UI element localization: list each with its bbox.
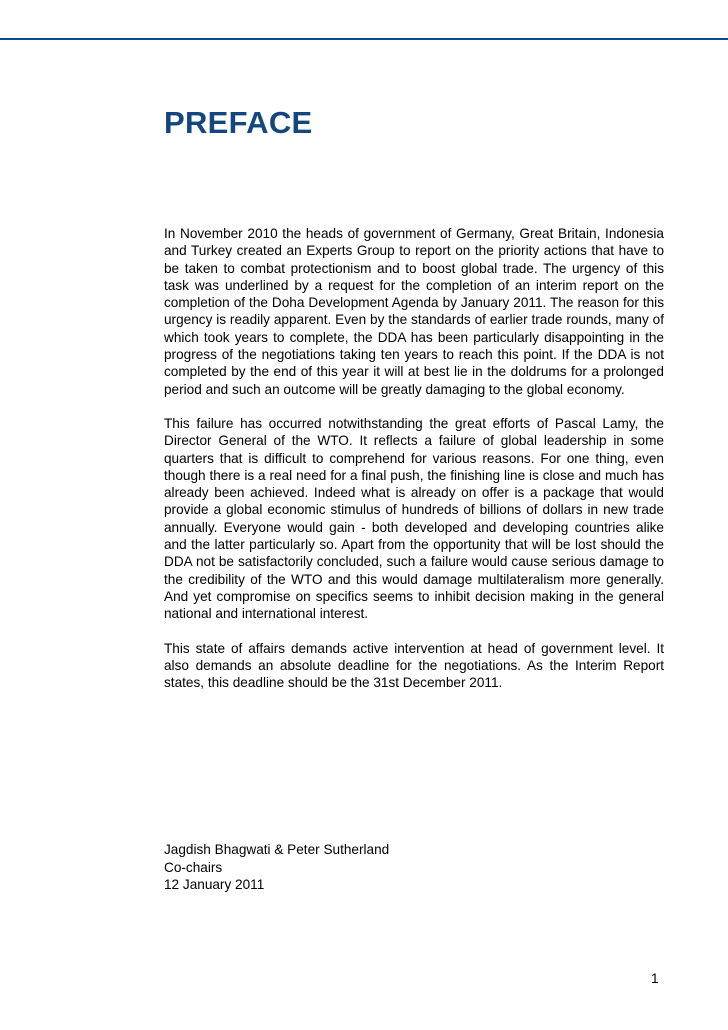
signature-role: Co-chairs <box>164 859 223 875</box>
signature-block <box>164 841 389 894</box>
paragraph-1: In November 2010 the heads of government of Germany, Great Britain, Indonesia and Turkey created an Experts Group to report on the priority actions that have to be taken to combat protectionism and to boost global trade. The urgency of this task was underlined by a request for the completion of an interim report on the completion of the Doha Development Agenda by January 2011. The reason for this urgency is readily apparent. Even by the standards of earlier trade rounds, many of which took years to complete, the DDA has been particularly disappointing in the progress of the negotiations taking ten years to reach this point. If the DDA is not completed by the end of this year it will at best lie in the doldrums for a prolonged period and such an outcome will be greatly damaging to the global economy. <box>164 226 664 397</box>
paragraph-3: This state of affairs demands active intervention at head of government level. It also demands an absolute deadline for the negotiations. As the Interim Report states, this deadline should be the 31st December 2011. <box>164 640 664 691</box>
page-number: 1 <box>651 971 659 986</box>
page-title: PREFACE <box>164 105 313 140</box>
paragraph-2: This failure has occurred notwithstanding the great efforts of Pascal Lamy, the Director General of the WTO. It reflects a failure of global leadership in some quarters that is difficult to comprehend for various reasons. For one thing, even though there is a real need for a final push, the finishing line is close and much has already been achieved. Indeed what is already on offer is a package that would provide a global economic stimulus of hundreds of billions of dollars in new trade annually. Everyone would gain - both developed and developing countries alike and the latter particularly so. Apart from the opportunity that will be lost should the DDA not be satisfactorily concluded, such a failure would cause serious damage to the credibility of the WTO and this would damage multilateralism more generally. And yet compromise on specifics seems to inhibit decision making in the general national and international interest. <box>164 415 664 622</box>
preface-body <box>164 225 664 708</box>
header-rule <box>0 38 728 40</box>
signature-names: Jagdish Bhagwati & Peter Sutherland <box>164 842 390 857</box>
signature-date: 12 January 2011 <box>164 877 265 892</box>
